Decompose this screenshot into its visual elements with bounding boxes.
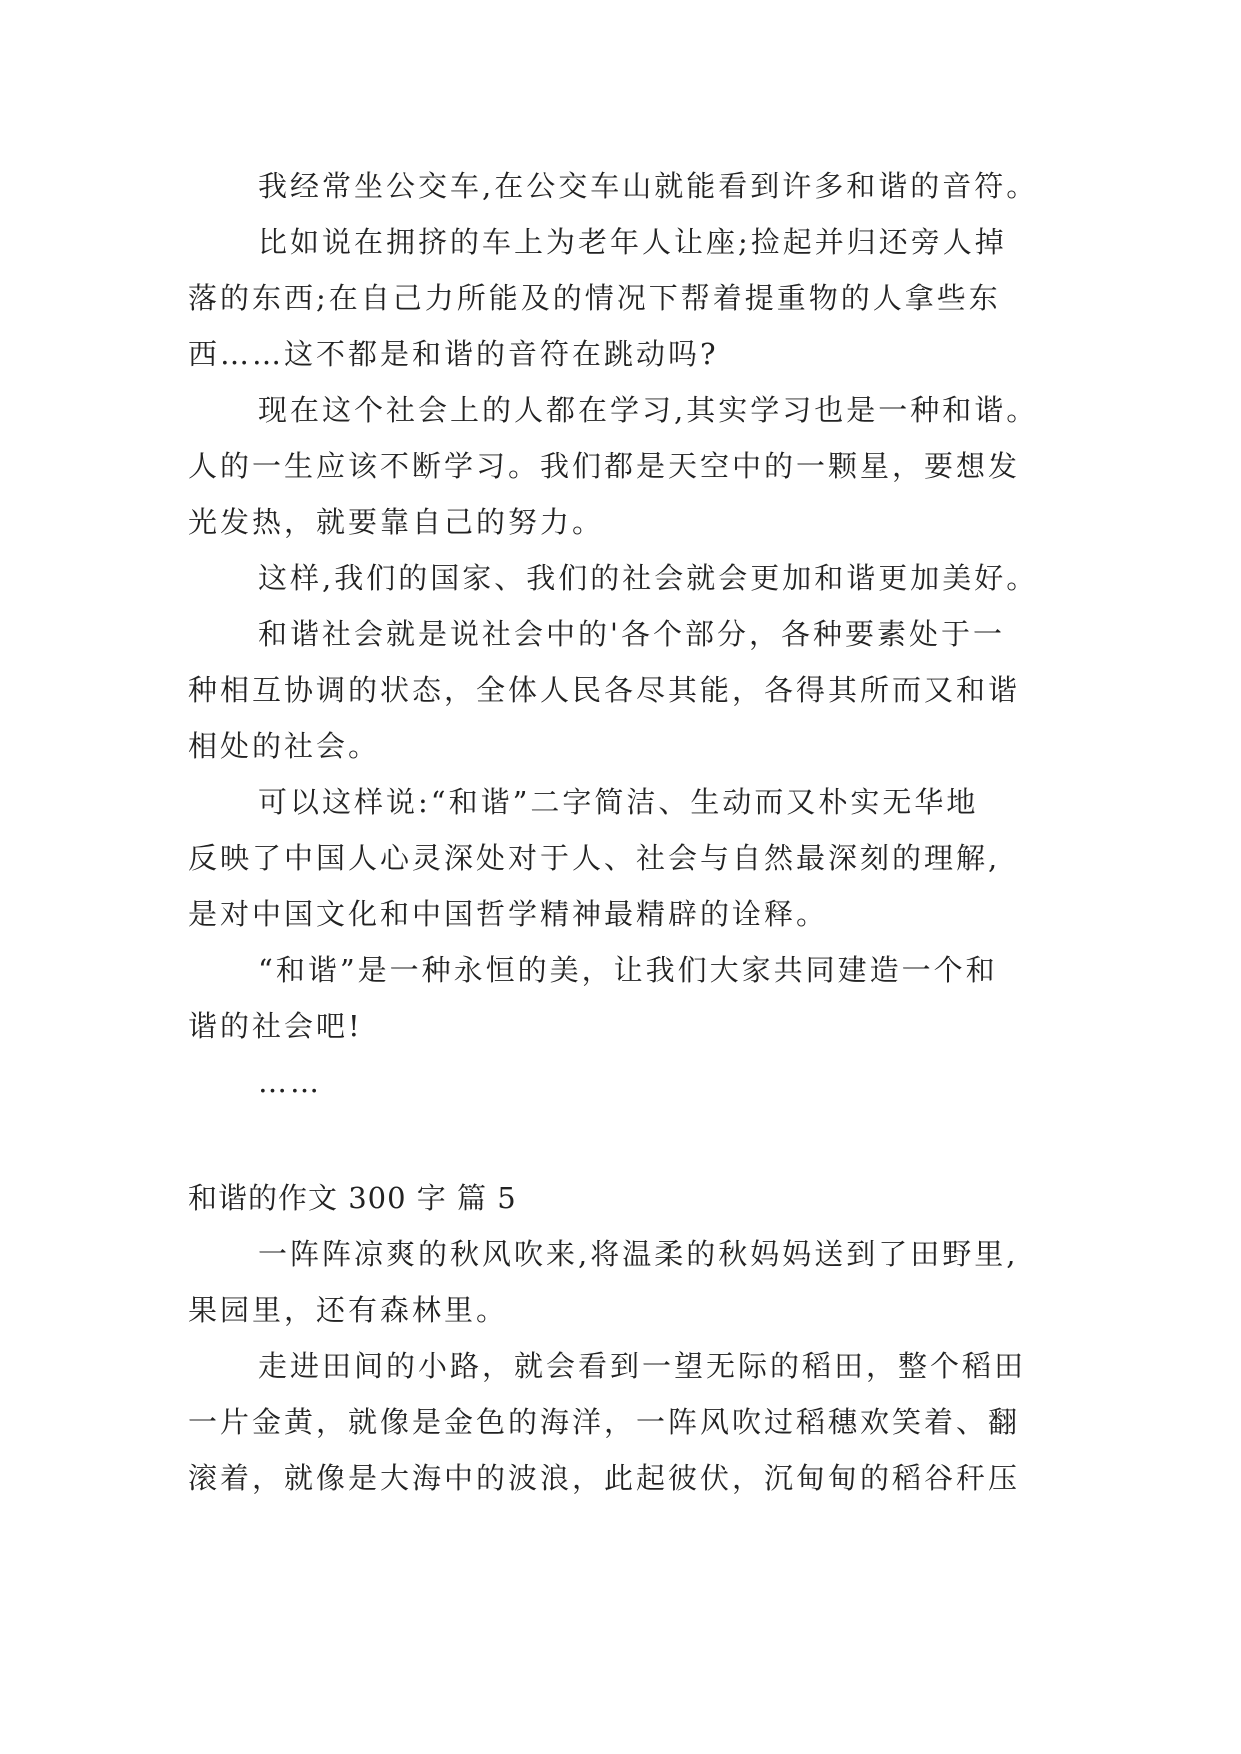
document-body — [188, 158, 1088, 1506]
text-line: 落的东西;在自己力所能及的情况下帮着提重物的人拿些东 — [188, 281, 1001, 315]
essay-continuation — [188, 158, 1088, 1110]
text-line: 这样,我们的国家、我们的社会就会更加和谐更加美好。 — [258, 561, 1039, 595]
text-line: 西……这不都是和谐的音符在跳动吗? — [188, 337, 719, 371]
text-line: 果园里，还有森林里。 — [188, 1293, 509, 1327]
text-line: 走进田间的小路，就会看到一望无际的稻田，整个稻田 — [258, 1349, 1027, 1383]
text-line: 一片金黄，就像是金色的海洋，一阵风吹过稻穗欢笑着、翻 — [188, 1405, 1021, 1439]
text-line: “和谐”是一种永恒的美，让我们大家共同建造一个和 — [258, 953, 998, 987]
text-line: 相处的社会。 — [188, 729, 381, 763]
text-line: 是对中国文化和中国哲学精神最精辟的诠释。 — [188, 897, 829, 931]
text-line: 和谐社会就是说社会中的'各个部分，各种要素处于一 — [258, 617, 1005, 651]
text-line: 可以这样说:“和谐”二字简洁、生动而又朴实无华地 — [258, 785, 979, 819]
text-line: 一阵阵凉爽的秋风吹来,将温柔的秋妈妈送到了田野里, — [258, 1237, 1019, 1271]
text-line: 人的一生应该不断学习。我们都是天空中的一颗星，要想发 — [188, 449, 1021, 483]
essay-5-body — [188, 1226, 1088, 1506]
section-gap — [188, 1110, 1088, 1170]
text-line: 滚着，就像是大海中的波浪，此起彼伏，沉甸甸的稻谷秆压 — [188, 1461, 1021, 1495]
text-line: 光发热，就要靠自己的努力。 — [188, 505, 605, 539]
text-line: 现在这个社会上的人都在学习,其实学习也是一种和谐。 — [258, 393, 1039, 427]
text-line: …… — [258, 1065, 322, 1099]
text-line: 我经常坐公交车,在公交车山就能看到许多和谐的音符。 — [258, 169, 1039, 203]
text-line: 比如说在拥挤的车上为老年人让座;捡起并归还旁人掉 — [258, 225, 1007, 259]
section-heading: 和谐的作文 300 字 篇 5 — [188, 1181, 517, 1215]
text-line: 谐的社会吧! — [188, 1009, 363, 1043]
text-line: 反映了中国人心灵深处对于人、社会与自然最深刻的理解, — [188, 841, 1001, 875]
text-line: 种相互协调的状态，全体人民各尽其能，各得其所而又和谐 — [188, 673, 1021, 707]
